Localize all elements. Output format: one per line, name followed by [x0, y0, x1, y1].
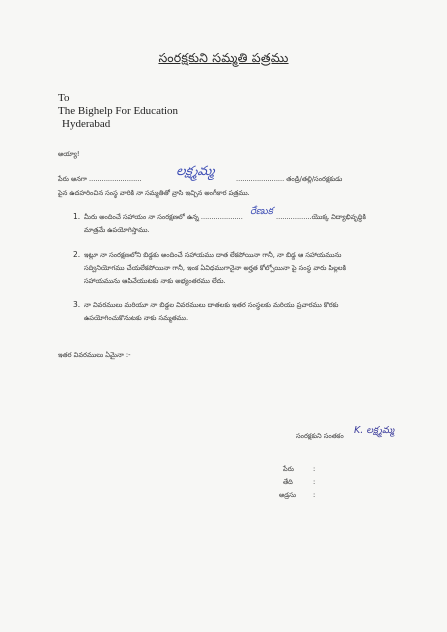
signature-label: సంరక్షకుని సంతకం: [296, 432, 344, 440]
item-3-line2: ఉపయోగించుకొనుటకు నాకు సమ్మతము.: [84, 314, 189, 322]
item-2-line2: సద్వినియోగము చేయలేకపోయినా గానీ, ఇంక ఏవిధముగానైనా అర్హత కోల్పోయినా పై సంస్థ వారు పిల్లలకి: [84, 264, 347, 272]
item-3-line1: నా వివరములు మరియూ నా బిడ్డల వివరములు దాతలకు ఇతర సంస్థలకు మరియు ప్రచారము కొరకు: [84, 301, 339, 309]
intro-line2: పైన ఉదహరించిన సంస్థ వారికి నా సమ్మతితో వ్రాసి ఇచ్చిన అంగీకార పత్రము.: [58, 189, 250, 197]
item-1-line1-pre: మీరు అందించే సహాయం నా సంరక్షణలో ఉన్న ....................: [84, 213, 243, 221]
footer-name-label: పేరు: [283, 465, 294, 473]
address-city: Hyderabad: [62, 118, 111, 130]
footer-name-colon: :: [313, 465, 316, 473]
item-1-number: 1.: [73, 212, 81, 221]
footer-address-label: అడ్రసు: [279, 491, 297, 499]
other-details-label: ఇతర వివరములు ఏమైనా :-: [58, 351, 131, 359]
footer-address-colon: :: [313, 491, 316, 499]
intro-line1-post: ....................... తండ్రి/తల్లి/సంరక్షకుడు: [236, 175, 343, 183]
item-2-line1: ఇట్లూ నా సంరక్షణలోని బిడ్డకు అందించే సహాయము దాత లేకపోయినా గానీ, నా బిడ్డ ఆ సహాయమును: [84, 251, 342, 259]
item-1-handwritten-name: రేణుక: [250, 206, 273, 217]
footer-date-label: తేది: [283, 478, 293, 486]
recipient-address: [58, 92, 178, 131]
salutation: అయ్యా!: [58, 150, 80, 158]
intro-line1-pre: పేరు అనగా .........................: [58, 175, 142, 183]
item-1-line1-post: .................యొక్క విద్యాభివృద్ధికి: [276, 213, 366, 221]
item-1-line2: మాత్రమే ఉపయోగిస్తాము.: [84, 226, 150, 234]
document-title: సంరక్షకుని సమ్మతి పత్రము: [158, 50, 289, 65]
address-to: To: [58, 92, 70, 104]
footer-date-colon: :: [313, 478, 316, 486]
intro-handwritten-name: లక్ష్మమ్మ: [175, 164, 216, 179]
item-2-line3: సహాయమును ఆపివేయుటకు నాకు అభ్యంతరము లేదు.: [84, 277, 226, 285]
item-3-number: 3.: [73, 300, 81, 309]
address-org: The Bighelp For Education: [58, 105, 179, 117]
signature-handwritten: K. లక్ష్మమ్మ: [354, 425, 395, 436]
item-2-number: 2.: [73, 250, 81, 259]
